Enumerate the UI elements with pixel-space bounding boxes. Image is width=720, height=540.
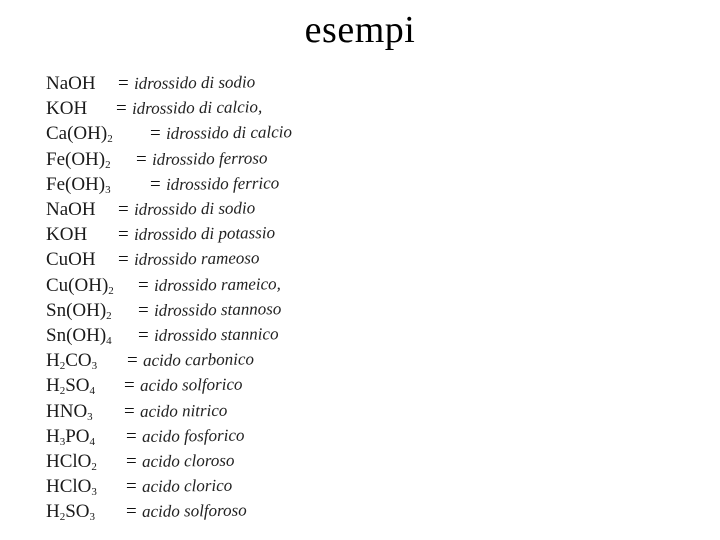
compound-name: idrossido di sodio xyxy=(133,198,256,219)
chemical-formula: $Sn(OH)_4$ xyxy=(46,325,112,347)
chemical-formula: $H_2SO_4$ xyxy=(46,375,96,398)
equals-sign: = xyxy=(150,123,161,145)
list-item xyxy=(46,72,256,96)
list-item xyxy=(46,273,281,298)
compound-name: idrossido di sodio xyxy=(133,72,256,93)
chemical-formula: $H_2CO_3$ xyxy=(46,350,98,373)
compound-name: idrossido di calcio xyxy=(165,122,292,144)
chemical-formula: KOH xyxy=(46,224,88,246)
chemical-formula: $Fe(OH)_2$ xyxy=(46,148,111,171)
compound-name: idrossido ferroso xyxy=(151,147,268,169)
equals-sign: = xyxy=(118,73,129,94)
equals-sign: = xyxy=(150,173,161,195)
chemical-formula: CuOH xyxy=(46,249,96,271)
equals-sign: = xyxy=(124,400,135,422)
chemical-formula: NaOH xyxy=(46,199,96,220)
compound-name: acido nitrico xyxy=(139,400,228,421)
chemical-formula: $HNO_3$ xyxy=(46,400,93,423)
list-item xyxy=(46,349,254,373)
equals-sign: = xyxy=(126,501,137,523)
equals-sign: = xyxy=(126,451,137,472)
chemical-formula: $H_3PO_4$ xyxy=(46,425,96,448)
compound-name: acido carbonico xyxy=(142,349,254,371)
equals-sign: = xyxy=(126,425,137,447)
equals-sign: = xyxy=(118,249,129,271)
compound-name: idrossido di potassio xyxy=(133,223,275,245)
list-item xyxy=(46,173,280,197)
list-item xyxy=(46,248,260,272)
compound-name: idrossido rameoso xyxy=(133,248,260,270)
chemical-formula: $Sn(OH)_2$ xyxy=(46,299,112,322)
equals-sign: = xyxy=(138,325,149,346)
compound-name: acido cloroso xyxy=(141,450,235,471)
compound-name: acido clorico xyxy=(141,475,233,497)
chemical-formula: NaOH xyxy=(46,73,96,94)
slide-title: esempi xyxy=(304,9,416,51)
equals-sign: = xyxy=(138,274,149,296)
list-item xyxy=(46,450,235,474)
equals-sign: = xyxy=(116,98,127,120)
chemical-formula: HClO$_2$ xyxy=(46,451,97,473)
list-item xyxy=(46,425,245,449)
compound-name: acido solforoso xyxy=(141,500,247,522)
list-item xyxy=(46,299,282,323)
equals-sign: = xyxy=(118,224,129,246)
list-item xyxy=(46,324,279,348)
list-item xyxy=(46,223,275,247)
chemical-formula: HClO$_3$ xyxy=(46,476,97,499)
compound-name: idrossido stannoso xyxy=(153,299,282,320)
chemical-formula: $Cu(OH)_2$ xyxy=(46,274,114,297)
compound-name: acido solforico xyxy=(139,374,243,396)
compound-name: acido fosforico xyxy=(141,425,245,446)
equals-sign: = xyxy=(118,199,129,220)
list-item xyxy=(46,374,243,398)
list-item xyxy=(46,400,228,424)
chemical-formula: $Ca(OH)_2$ xyxy=(46,123,113,146)
compound-name: idrossido rameico, xyxy=(153,273,281,295)
equals-sign: = xyxy=(126,476,137,498)
list-item xyxy=(46,122,292,146)
list-item xyxy=(46,198,256,222)
equals-sign: = xyxy=(136,148,147,170)
equals-sign: = xyxy=(138,299,149,321)
list-item xyxy=(46,97,263,121)
equals-sign: = xyxy=(127,350,138,372)
chemical-formula: $Fe(OH)_3$ xyxy=(46,173,111,196)
compound-name: idrossido di calcio, xyxy=(131,97,263,119)
chemical-formula: $H_2SO_3$ xyxy=(46,501,96,524)
equals-sign: = xyxy=(124,375,135,397)
compound-name: idrossido ferrico xyxy=(165,173,280,194)
list-item xyxy=(46,147,268,172)
list-item xyxy=(46,500,247,524)
chemical-formula: KOH xyxy=(46,98,88,120)
list-item xyxy=(46,475,233,499)
compound-name: idrossido stannico xyxy=(153,324,279,345)
